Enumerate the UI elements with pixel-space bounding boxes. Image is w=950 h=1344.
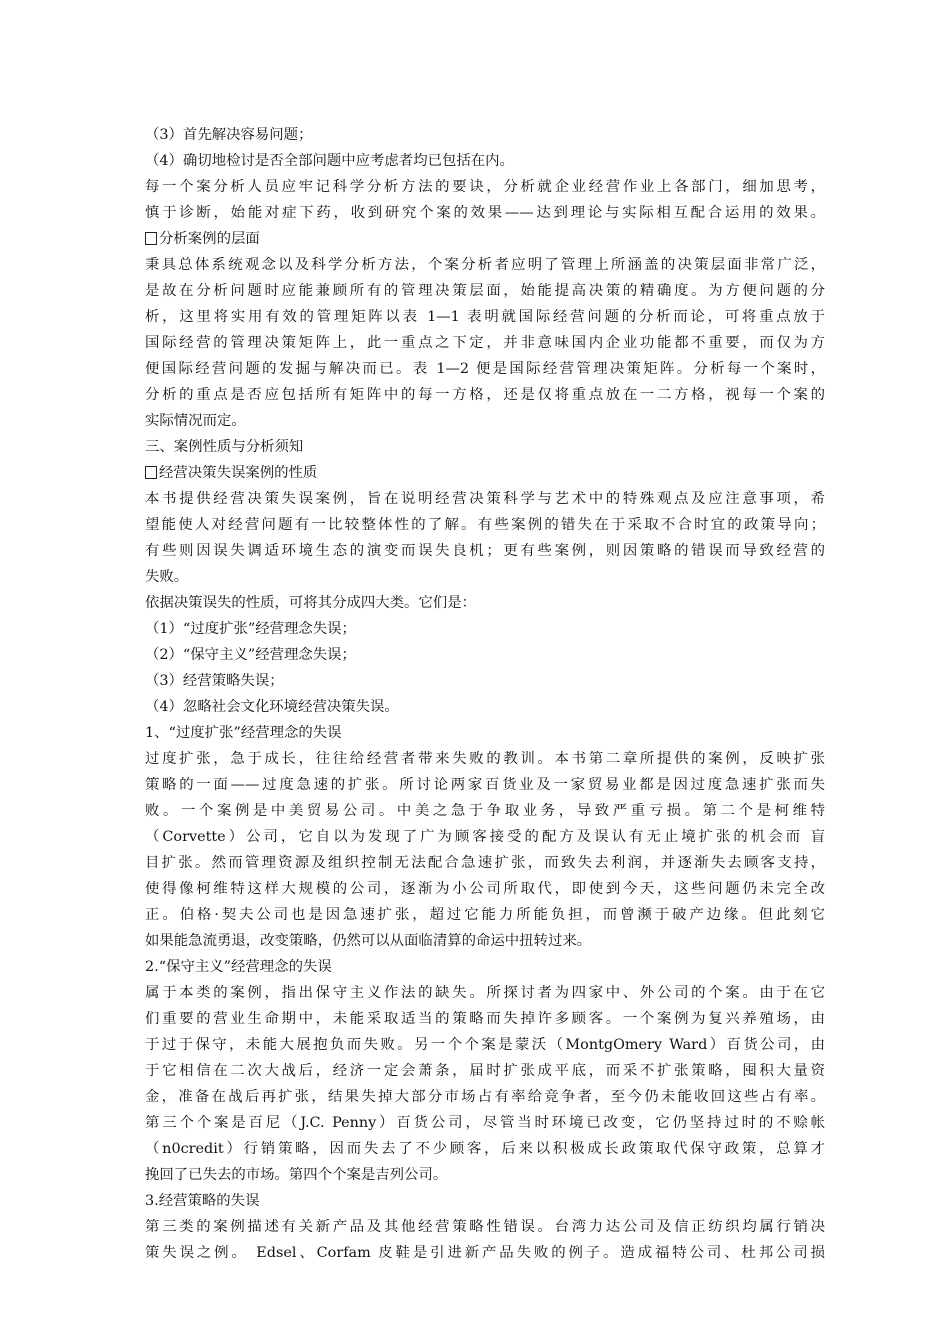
line-text: 1、“过度扩张”经营理念的失误 xyxy=(145,725,342,741)
paragraph-line xyxy=(145,278,825,304)
line-text: （n0credit）行销策略，因而失去了不少顾客，后来以积极成长政策取代保守政策，总算才 xyxy=(145,1141,825,1157)
line-text: 们重要的营业生命期中，未能采取适当的策略而失掉许多顾客。一个案例为复兴养殖场，由 xyxy=(145,1011,825,1027)
paragraph-line xyxy=(145,824,825,850)
paragraph-line xyxy=(145,590,825,616)
paragraph-line xyxy=(145,382,825,408)
section-heading xyxy=(145,954,825,980)
line-text: （3）经营策略失误； xyxy=(145,673,284,689)
paragraph-line xyxy=(145,928,825,954)
line-text: 国际经营的管理决策矩阵上，此一重点之下定，并非意味国内企业功能都不重要，而仅为方 xyxy=(145,335,825,351)
paragraph-line xyxy=(145,408,825,434)
checkbox-bullet-icon xyxy=(145,232,157,245)
line-text: 每一个案分析人员应牢记科学分析方法的要诀，分析就企业经营作业上各部门，细加思考， xyxy=(145,179,825,195)
paragraph-line xyxy=(145,1032,825,1058)
line-text: （2）“保守主义”经营理念失误； xyxy=(145,647,356,663)
line-text: 金，准备在战后再扩张，结果失掉大部分市场占有率给竞争者，至今仍未能收回这些占有率。 xyxy=(145,1089,825,1105)
paragraph-line xyxy=(145,356,825,382)
line-text: （3）首先解决容易问题； xyxy=(145,127,313,143)
line-text: （4）忽略社会文化环境经营决策失误。 xyxy=(145,699,399,715)
line-text: 策失误之例。 Edsel、Corfam 皮鞋是引进新产品失败的例子。造成福特公司、杜邦公司损 xyxy=(145,1245,825,1261)
paragraph-line xyxy=(145,1110,825,1136)
line-text: 第三个个案是百尼（J.C. Penny）百货公司，尽管当时环境已改变，它仍坚持过时的不赊帐 xyxy=(145,1115,825,1131)
section-heading xyxy=(145,226,825,252)
document-page xyxy=(145,122,825,1266)
line-text: 策略的一面——过度急速的扩张。所讨论两家百货业及一家贸易业都是因过度急速扩张而失 xyxy=(145,777,825,793)
checkbox-bullet-icon xyxy=(145,466,157,479)
paragraph-line xyxy=(145,1240,825,1266)
list-item xyxy=(145,668,825,694)
line-text: 挽回了已失去的市场。第四个个案是吉列公司。 xyxy=(145,1167,448,1183)
line-text: 秉具总体系统观念以及科学分析方法，个案分析者应明了管理上所涵盖的决策层面非常广泛， xyxy=(145,257,825,273)
line-text: 依据决策误失的性质，可将其分成四大类。它们是： xyxy=(145,595,476,611)
paragraph-line xyxy=(145,304,825,330)
paragraph-line xyxy=(145,252,825,278)
paragraph-line xyxy=(145,902,825,928)
line-text: 过度扩张，急于成长，往往给经营者带来失败的教训。本书第二章所提供的案例，反映扩张 xyxy=(145,751,825,767)
section-heading xyxy=(145,460,825,486)
line-text: 实际情况而定。 xyxy=(145,413,246,429)
line-text: 失败。 xyxy=(145,569,189,585)
list-item xyxy=(145,616,825,642)
line-text: 便国际经营问题的发掘与解决而已。表 1—2 便是国际经营管理决策矩阵。分析每一个案时， xyxy=(145,361,825,377)
list-item xyxy=(145,694,825,720)
line-text: 正。伯格·契夫公司也是因急速扩张，超过它能力所能负担，而曾濒于破产边缘。但此刻它 xyxy=(145,907,825,923)
section-heading xyxy=(145,1188,825,1214)
line-text: 本书提供经营决策失误案例，旨在说明经营决策科学与艺术中的特殊观点及应注意事项，希 xyxy=(145,491,825,507)
paragraph-line xyxy=(145,980,825,1006)
line-text: 分析案例的层面 xyxy=(159,231,260,247)
list-item xyxy=(145,642,825,668)
paragraph-line xyxy=(145,486,825,512)
list-item xyxy=(145,122,825,148)
line-text: 三、案例性质与分析须知 xyxy=(145,439,304,455)
paragraph-line xyxy=(145,1162,825,1188)
paragraph-line xyxy=(145,850,825,876)
paragraph-line xyxy=(145,1214,825,1240)
line-text: 使得像柯维特这样大规模的公司，逐渐为小公司所取代，即使到今天，这些问题仍未完全改 xyxy=(145,881,825,897)
paragraph-line xyxy=(145,1084,825,1110)
line-text: （Corvette）公司，它自以为发现了广为顾客接受的配方及误认有无止境扩张的机会而 盲 xyxy=(145,829,825,845)
line-text: 2.“保守主义”经营理念的失误 xyxy=(145,959,332,975)
paragraph-line xyxy=(145,746,825,772)
line-text: 目扩张。然而管理资源及组织控制无法配合急速扩张，而致失去利润，并逐渐失去顾客支持， xyxy=(145,855,825,871)
paragraph-line xyxy=(145,538,825,564)
line-text: 经营决策失误案例的性质 xyxy=(159,465,318,481)
line-text: 败。一个案例是中美贸易公司。中美之急于争取业务，导致严重亏损。第二个是柯维特 xyxy=(145,803,825,819)
section-heading xyxy=(145,434,825,460)
line-text: 第三类的案例描述有关新产品及其他经营策略性错误。台湾力达公司及信正纺织均属行销决 xyxy=(145,1219,825,1235)
line-text: 望能使人对经营问题有一比较整体性的了解。有些案例的错失在于采取不合时宜的政策导向； xyxy=(145,517,825,533)
line-text: 如果能急流勇退，改变策略，仍然可以从面临清算的命运中扭转过来。 xyxy=(145,933,592,949)
line-text: 分析的重点是否应包括所有矩阵中的每一方格，还是仅将重点放在一二方格，视每一个案的 xyxy=(145,387,825,403)
section-heading xyxy=(145,720,825,746)
paragraph-line xyxy=(145,512,825,538)
paragraph-line xyxy=(145,1136,825,1162)
line-text: 于过于保守，未能大展抱负而失败。另一个个案是蒙沃（MontgOmery Ward）百货公司，由 xyxy=(145,1037,825,1053)
paragraph-line xyxy=(145,200,825,226)
line-text: 慎于诊断，始能对症下药，收到研究个案的效果——达到理论与实际相互配合运用的效果。 xyxy=(145,205,825,221)
line-text: （1）“过度扩张”经营理念失误； xyxy=(145,621,356,637)
line-text: 析，这里将实用有效的管理矩阵以表 1—1 表明就国际经营问题的分析而论，可将重点放于 xyxy=(145,309,825,325)
line-text: 是故在分析问题时应能兼顾所有的管理决策层面，始能提高决策的精确度。为方便问题的分 xyxy=(145,283,825,299)
line-text: （4）确切地检讨是否全部问题中应考虑者均已包括在内。 xyxy=(145,153,514,169)
paragraph-line xyxy=(145,330,825,356)
line-text: 有些则因误失调适环境生态的演变而误失良机；更有些案例，则因策略的错误而导致经营的 xyxy=(145,543,825,559)
paragraph-line xyxy=(145,798,825,824)
line-text: 3.经营策略的失误 xyxy=(145,1193,260,1209)
paragraph-line xyxy=(145,772,825,798)
paragraph-line xyxy=(145,1058,825,1084)
list-item xyxy=(145,148,825,174)
line-text: 于它相信在二次大战后，经济一定会萧条，届时扩张成平底，而采不扩张策略，囤积大量资 xyxy=(145,1063,825,1079)
paragraph-line xyxy=(145,876,825,902)
paragraph-line xyxy=(145,564,825,590)
line-text: 属于本类的案例，指出保守主义作法的缺失。所探讨者为四家中、外公司的个案。由于在它 xyxy=(145,985,825,1001)
paragraph-line xyxy=(145,174,825,200)
paragraph-line xyxy=(145,1006,825,1032)
